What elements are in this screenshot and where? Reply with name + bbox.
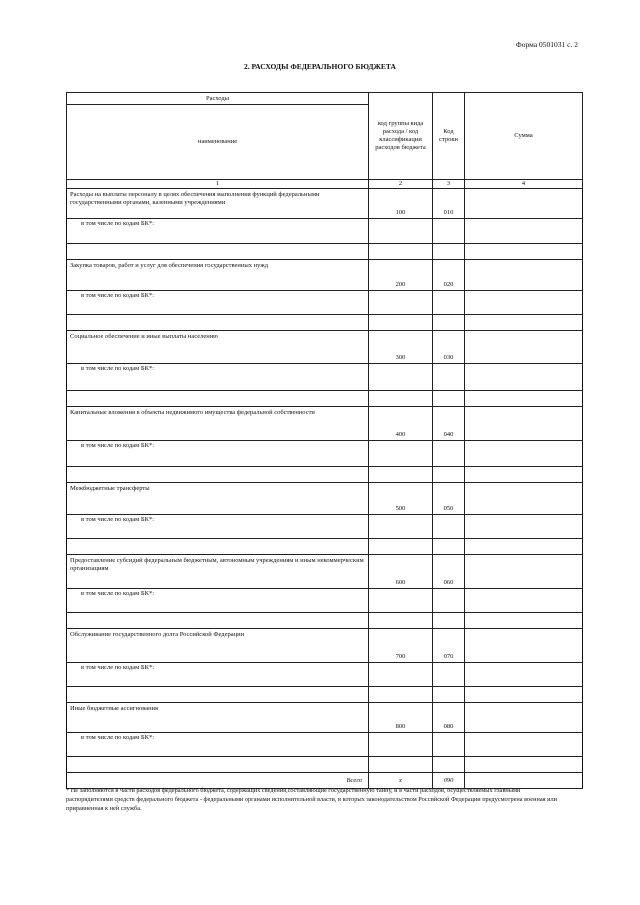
sub-sum-cell [465,364,583,391]
blank-cell [369,315,433,331]
blank-cell [369,687,433,703]
blank-cell [369,539,433,555]
sub-label: в том числе по кодам БК*: [67,219,369,244]
sub-row [67,441,583,467]
line-code: 030 [433,331,465,364]
expense-row [67,189,583,219]
sub-row [67,663,583,687]
blank-cell [433,687,465,703]
line-code: 070 [433,629,465,663]
blank-cell [465,315,583,331]
line-code: 050 [433,483,465,515]
sub-row [67,364,583,391]
line-code: 020 [433,260,465,291]
blank-row [67,391,583,407]
blank-cell [433,757,465,773]
blank-cell [369,391,433,407]
expense-code: 100 [369,189,433,219]
column-number: 1 [67,180,369,189]
blank-cell [67,244,369,260]
form-number-label: Форма 0501031 с. 2 [515,40,578,49]
header-code-group: код группы вида расхода / код классификации расходов бюджета [369,93,433,180]
sub-code-cell [369,219,433,244]
sub-row [67,219,583,244]
expense-row [67,483,583,515]
sum-cell [465,629,583,663]
expense-code: 400 [369,407,433,441]
header-name: наименование [67,105,369,180]
sub-sum-cell [465,589,583,613]
line-code: 080 [433,703,465,733]
blank-row [67,244,583,260]
sub-label: в том числе по кодам БК*: [67,733,369,757]
expense-code: 300 [369,331,433,364]
total-line-code: 090 [433,773,465,789]
header-sum: Сумма [465,93,583,180]
expense-row [67,260,583,291]
expenses-table-body [67,93,583,789]
sum-cell [465,189,583,219]
blank-cell [67,539,369,555]
blank-cell [433,539,465,555]
blank-cell [433,244,465,260]
expense-name: Иные бюджетные ассигнования [67,703,369,733]
column-number-row [67,180,583,189]
sub-sum-cell [465,441,583,467]
header-line-code: Код строки [433,93,465,180]
expense-row [67,703,583,733]
sub-line-cell [433,291,465,315]
sub-code-cell [369,589,433,613]
blank-cell [433,467,465,483]
blank-cell [433,613,465,629]
expense-code: 600 [369,555,433,589]
total-code: x [369,773,433,789]
sum-cell [465,260,583,291]
blank-cell [67,757,369,773]
blank-cell [369,467,433,483]
blank-cell [465,391,583,407]
document-title: 2. РАСХОДЫ ФЕДЕРАЛЬНОГО БЮДЖЕТА [244,62,396,71]
blank-cell [465,467,583,483]
blank-cell [465,244,583,260]
footnote: * Не заполняются в части расходов федерального бюджета, содержащих сведения,составляющие государственную тайну, и в части расходов, осуществляемых главными распорядителями средств федерального бюджета - федеральными органами исполнительной власти, в которых законодательством Российской Федерации предусмотрена военная или приравненная к ней служба. [66,787,557,813]
blank-row [67,757,583,773]
line-code: 060 [433,555,465,589]
sum-cell [465,331,583,364]
blank-cell [465,539,583,555]
sub-line-cell [433,515,465,539]
sub-row [67,291,583,315]
blank-row [67,467,583,483]
sub-code-cell [369,441,433,467]
sub-code-cell [369,733,433,757]
header-expenses-group: Расходы [67,93,369,105]
blank-cell [67,613,369,629]
sub-label: в том числе по кодам БК*: [67,291,369,315]
expense-name: Капитальные вложения в объекты недвижимого имущества федеральной собственности [67,407,369,441]
blank-cell [465,757,583,773]
total-label: Всего [67,773,369,789]
column-number: 4 [465,180,583,189]
blank-cell [67,687,369,703]
expense-name: Межбюджетные трансферты [67,483,369,515]
expense-name: Обслуживание государственного долга Российской Федерации [67,629,369,663]
sum-cell [465,407,583,441]
sub-line-cell [433,733,465,757]
blank-cell [369,757,433,773]
sub-code-cell [369,291,433,315]
sub-row [67,589,583,613]
line-code: 040 [433,407,465,441]
expense-code: 200 [369,260,433,291]
expense-name: Предоставление субсидий федеральным бюджетным, автономным учреждениям и иным некоммерческим организациям [67,555,369,589]
sum-cell [465,703,583,733]
sub-code-cell [369,515,433,539]
sub-label: в том числе по кодам БК*: [67,441,369,467]
sub-label: в том числе по кодам БК*: [67,364,369,391]
sub-row [67,515,583,539]
expense-name: Закупка товаров, работ и услуг для обеспечения государственных нужд [67,260,369,291]
sub-label: в том числе по кодам БК*: [67,663,369,687]
blank-cell [67,315,369,331]
sub-line-cell [433,364,465,391]
blank-cell [67,467,369,483]
expense-code: 500 [369,483,433,515]
blank-cell [433,315,465,331]
sub-sum-cell [465,219,583,244]
expense-name: Расходы на выплаты персоналу в целях обеспечения выполнения функций федеральными государственными органами, казенными учреждениями [67,189,369,219]
sub-sum-cell [465,733,583,757]
blank-cell [465,613,583,629]
sub-sum-cell [465,515,583,539]
blank-cell [369,613,433,629]
column-number: 2 [369,180,433,189]
sub-line-cell [433,219,465,244]
sub-row [67,733,583,757]
blank-row [67,613,583,629]
blank-cell [67,391,369,407]
expenses-table [66,92,583,789]
expense-row [67,629,583,663]
sub-line-cell [433,663,465,687]
blank-cell [465,687,583,703]
sub-label: в том числе по кодам БК*: [67,515,369,539]
expense-code: 700 [369,629,433,663]
sub-line-cell [433,441,465,467]
blank-row [67,315,583,331]
sub-label: в том числе по кодам БК*: [67,589,369,613]
blank-row [67,687,583,703]
expense-row [67,407,583,441]
line-code: 010 [433,189,465,219]
sum-cell [465,483,583,515]
sub-code-cell [369,663,433,687]
blank-cell [433,391,465,407]
expense-row [67,555,583,589]
expense-row [67,331,583,364]
expense-code: 800 [369,703,433,733]
blank-cell [369,244,433,260]
sub-sum-cell [465,291,583,315]
blank-row [67,539,583,555]
sub-code-cell [369,364,433,391]
expense-name: Социальное обеспечение и иные выплаты населению [67,331,369,364]
sub-sum-cell [465,663,583,687]
sum-cell [465,555,583,589]
column-number: 3 [433,180,465,189]
sub-line-cell [433,589,465,613]
